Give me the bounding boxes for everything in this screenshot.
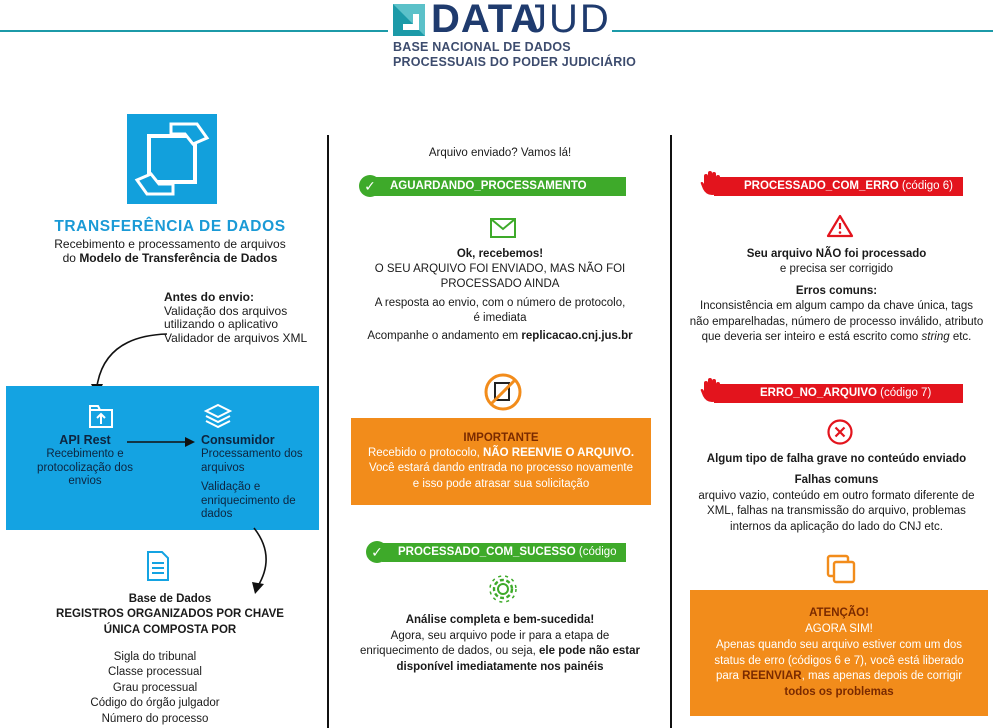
sucesso-banner bbox=[382, 543, 626, 577]
analise-line-1: Agora, seu arquivo pode ir para a etapa de bbox=[390, 630, 610, 642]
header-line-right bbox=[612, 30, 993, 32]
atencao-line-4: para REENVIAR, mas apenas depois de corrigir bbox=[715, 670, 963, 682]
consumidor-description-2 bbox=[201, 481, 296, 522]
falha-title: Algum tipo de falha grave no conteúdo enviado bbox=[706, 453, 967, 465]
atencao-line-3: status de erro (códigos 6 e 7), você está liberado bbox=[714, 655, 964, 667]
recebemos-title: Ok, recebemos! bbox=[456, 248, 544, 260]
envelope-icon bbox=[490, 218, 516, 238]
left-subtitle-2: do Modelo de Transferência de Dados bbox=[62, 251, 278, 265]
analise-line-3: disponível imediatamente nos painéis bbox=[396, 661, 604, 673]
erro-arquivo-label: ERRO_NO_ARQUIVO bbox=[760, 387, 877, 399]
erro-banner bbox=[714, 177, 963, 196]
falhas-comuns-title: Falhas comuns bbox=[794, 474, 879, 486]
x-circle-icon bbox=[826, 418, 854, 446]
antes-do-envio bbox=[164, 291, 307, 345]
erro-code: (código 6) bbox=[901, 180, 953, 192]
intro-text: Arquivo enviado? Vamos lá! bbox=[428, 147, 572, 159]
antes-title: Antes do envio: bbox=[164, 290, 255, 304]
key-item: Código do órgão julgador bbox=[90, 697, 220, 709]
erros-comuns-line-1: Inconsistência em algum campo da chave única, tags bbox=[700, 300, 973, 312]
cons-desc-line: Processamento dos bbox=[201, 448, 303, 460]
cons-desc-line: enriquecimento de bbox=[201, 494, 296, 507]
warning-icon bbox=[826, 214, 854, 238]
replicacao-link[interactable]: replicacao.cnj.jus.br bbox=[521, 330, 633, 342]
logo-jud-text: JUD bbox=[527, 0, 611, 41]
erros-comuns-line-2: não emparelhadas, número de processo inválido, atributo bbox=[689, 316, 984, 328]
erros-comuns-line-3: que deveria ser inteiro e está escrito como string etc. bbox=[701, 331, 972, 343]
check-icon: ✓ bbox=[359, 175, 381, 197]
recebemos-line-1: O SEU ARQUIVO FOI ENVIADO, MAS NÃO FOI bbox=[374, 263, 626, 275]
key-item: Classe processual bbox=[108, 666, 202, 678]
api-desc-line: protocolização dos bbox=[37, 461, 133, 474]
header-subtitle-2: PROCESSUAIS DO PODER JUDICIÁRIO bbox=[393, 55, 637, 69]
nao-processado-text: Seu arquivo NÃO foi processado bbox=[746, 248, 927, 260]
sucesso-code: (código 3) bbox=[382, 546, 617, 577]
datajud-logo-icon bbox=[393, 4, 425, 36]
column-divider-right bbox=[670, 135, 672, 728]
no-copy-icon bbox=[483, 372, 523, 412]
falhas-line-1: arquivo vazio, conteúdo em outro formato diferente de bbox=[698, 490, 975, 502]
gear-icon bbox=[488, 574, 518, 604]
importante-line-3: e isso pode atrasar sua solicitação bbox=[412, 478, 590, 490]
curved-arrow-down-icon bbox=[240, 526, 280, 596]
antes-line: utilizando o aplicativo bbox=[164, 317, 279, 331]
upload-folder-icon bbox=[87, 402, 115, 430]
corrigido-text: e precisa ser corrigido bbox=[779, 263, 894, 275]
key-item: Número do processo bbox=[101, 713, 209, 725]
falhas-line-3: internos da aplicação do lado do CNJ etc. bbox=[730, 521, 943, 533]
atencao-line-2: Apenas quando seu arquivo estiver com um dos bbox=[715, 639, 963, 651]
resposta-line-1: A resposta ao envio, com o número de protocolo, bbox=[374, 297, 626, 309]
recebemos-line-2: PROCESSADO AINDA bbox=[440, 278, 560, 290]
consumidor-title: Consumidor bbox=[201, 433, 275, 447]
analise-title: Análise completa e bem-sucedida! bbox=[405, 614, 595, 626]
api-desc-line: envios bbox=[68, 475, 102, 487]
layers-icon bbox=[203, 402, 233, 430]
copy-icon bbox=[825, 553, 857, 585]
left-title: TRANSFERÊNCIA DE DADOS bbox=[54, 218, 286, 235]
cons-desc-line: dados bbox=[201, 508, 233, 520]
api-rest-description bbox=[14, 448, 156, 489]
header-line-left bbox=[0, 30, 388, 32]
acompanhe-text: Acompanhe o andamento em replicacao.cnj.jus.br bbox=[367, 330, 633, 342]
aguardando-label: AGUARDANDO_PROCESSAMENTO bbox=[390, 180, 587, 192]
logo-data-text: DATA bbox=[431, 0, 541, 41]
key-item: Grau processual bbox=[112, 682, 198, 694]
falhas-line-2: XML, falhas na transmissão do arquivo, problemas bbox=[707, 505, 966, 517]
importante-line-1: Recebido o protocolo, NÃO REENVIE O ARQUIVO. bbox=[367, 447, 635, 459]
transfer-hands-icon bbox=[127, 114, 217, 204]
left-subtitle-1: Recebimento e processamento de arquivos bbox=[54, 237, 286, 251]
key-item: Sigla do tribunal bbox=[113, 651, 197, 663]
check-icon: ✓ bbox=[366, 541, 388, 563]
erro-label: PROCESSADO_COM_ERRO bbox=[744, 180, 899, 192]
importante-title: IMPORTANTE bbox=[463, 432, 539, 444]
header-subtitle-1: BASE NACIONAL DE DADOS bbox=[393, 40, 571, 54]
arrow-icon bbox=[127, 436, 195, 448]
cons-desc-line: arquivos bbox=[201, 461, 245, 474]
antes-line: Validador de arquivos XML bbox=[164, 330, 308, 345]
cons-desc-line: Validação e bbox=[201, 481, 261, 493]
consumidor-description-1 bbox=[201, 448, 303, 475]
hand-stop-icon bbox=[700, 170, 722, 196]
sucesso-label: PROCESSADO_COM_SUCESSO bbox=[398, 546, 576, 558]
hand-stop-icon bbox=[700, 377, 722, 403]
importante-line-2: Você estará dando entrada no processo novamente bbox=[368, 462, 634, 474]
erros-comuns-title: Erros comuns: bbox=[795, 285, 878, 297]
api-desc-line: Recebimento e bbox=[46, 448, 124, 460]
api-rest-title: API Rest bbox=[59, 433, 111, 447]
resposta-line-2: é imediata bbox=[473, 312, 527, 324]
document-list-icon bbox=[145, 550, 171, 582]
erro-arquivo-banner bbox=[714, 384, 963, 403]
aguardando-banner bbox=[374, 177, 626, 211]
atencao-line-5: todos os problemas bbox=[784, 686, 894, 698]
antes-line: Validação dos arquivos bbox=[164, 303, 288, 318]
erro-arquivo-code: (código 7) bbox=[880, 387, 932, 399]
db-title: Base de Dados bbox=[128, 593, 212, 605]
db-subtitle-2: ÚNICA COMPOSTA POR bbox=[103, 624, 237, 636]
aguardando-code: (código 1) bbox=[374, 199, 426, 211]
atencao-title: ATENÇÃO! bbox=[809, 607, 869, 619]
db-subtitle-1: REGISTROS ORGANIZADOS POR CHAVE bbox=[56, 608, 284, 620]
atencao-line-1: AGORA SIM! bbox=[805, 623, 873, 635]
analise-line-2: enriquecimento de dados, ou seja, ele pode não estar bbox=[360, 645, 640, 657]
